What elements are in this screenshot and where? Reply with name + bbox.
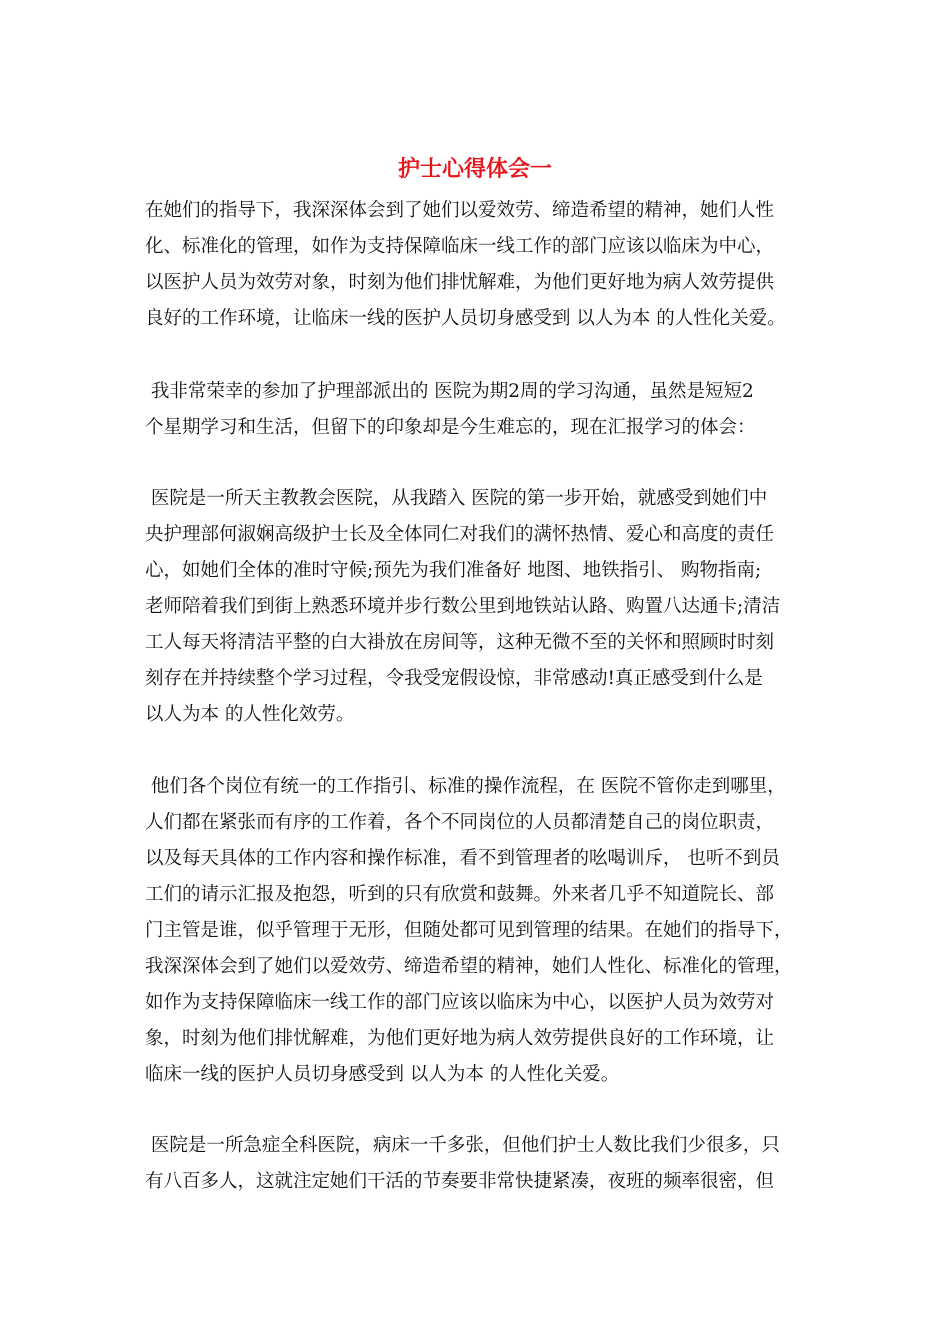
text-line: 如作为支持保障临床一线工作的部门应该以临床为中心，以医护人员为效劳对 <box>145 992 775 1013</box>
text-line: 以医护人员为效劳对象，时刻为他们排忧解难，为他们更好地为病人效劳提供 <box>145 272 775 293</box>
text-line: 我深深体会到了她们以爱效劳、缔造希望的精神，她们人性化、标准化的管理， <box>145 956 793 977</box>
text-line: 刻存在并持续整个学习过程，令我受宠假设惊，非常感动!真正感受到什么是 <box>145 668 763 689</box>
text-line: 个星期学习和生活，但留下的印象却是今生难忘的，现在汇报学习的体会： <box>145 417 756 438</box>
text-line: 他们各个岗位有统一的工作指引、标准的操作流程，在 医院不管你走到哪里， <box>145 776 786 797</box>
text-line: 有八百多人，这就注定她们干活的节奏要非常快捷紧凑，夜班的频率很密，但 <box>145 1171 775 1192</box>
text-line: 以及每天具体的工作内容和操作标准，看不到管理者的吆喝训斥， 也听不到员 <box>145 848 780 869</box>
text-line: 心，如她们全体的准时守候;预先为我们准备好 地图、地铁指引、 购物指南; <box>145 560 762 581</box>
text-line: 在她们的指导下，我深深体会到了她们以爱效劳、缔造希望的精神，她们人性 <box>145 200 775 221</box>
text-line: 我非常荣幸的参加了护理部派出的 医院为期2周的学习沟通，虽然是短短2 <box>145 381 754 402</box>
text-line: 临床一线的医护人员切身感受到 以人为本 的人性化关爱。 <box>145 1064 620 1085</box>
text-line: 医院是一所急症全科医院，病床一千多张，但他们护士人数比我们少很多，只 <box>145 1135 780 1156</box>
text-line: 工人每天将清洁平整的白大褂放在房间等，这种无微不至的关怀和照顾时时刻 <box>145 632 775 653</box>
text-line: 象，时刻为他们排忧解难，为他们更好地为病人效劳提供良好的工作环境，让 <box>145 1028 775 1049</box>
text-line: 人们都在紧张而有序的工作着，各个不同岗位的人员都清楚自己的岗位职责， <box>145 812 775 833</box>
text-line: 以人为本 的人性化效劳。 <box>145 704 355 725</box>
document-title: 护士心得体会一 <box>397 156 552 182</box>
text-line: 医院是一所天主教教会医院，从我踏入 医院的第一步开始，就感受到她们中 <box>145 488 768 509</box>
text-line: 良好的工作环境，让临床一线的医护人员切身感受到 以人为本 的人性化关爱。 <box>145 308 786 329</box>
text-line: 老师陪着我们到街上熟悉环境并步行数公里到地铁站认路、购置八达通卡;清洁 <box>145 596 781 617</box>
text-line: 化、标准化的管理，如作为支持保障临床一线工作的部门应该以临床为中心， <box>145 236 775 257</box>
text-line: 门主管是谁，似乎管理于无形，但随处都可见到管理的结果。在她们的指导下， <box>145 920 793 941</box>
text-line: 央护理部何淑娴高级护士长及全体同仁对我们的满怀热情、爱心和高度的责任 <box>145 524 775 545</box>
text-line: 工们的请示汇报及抱怨，听到的只有欣赏和鼓舞。外来者几乎不知道院长、部 <box>145 884 775 905</box>
